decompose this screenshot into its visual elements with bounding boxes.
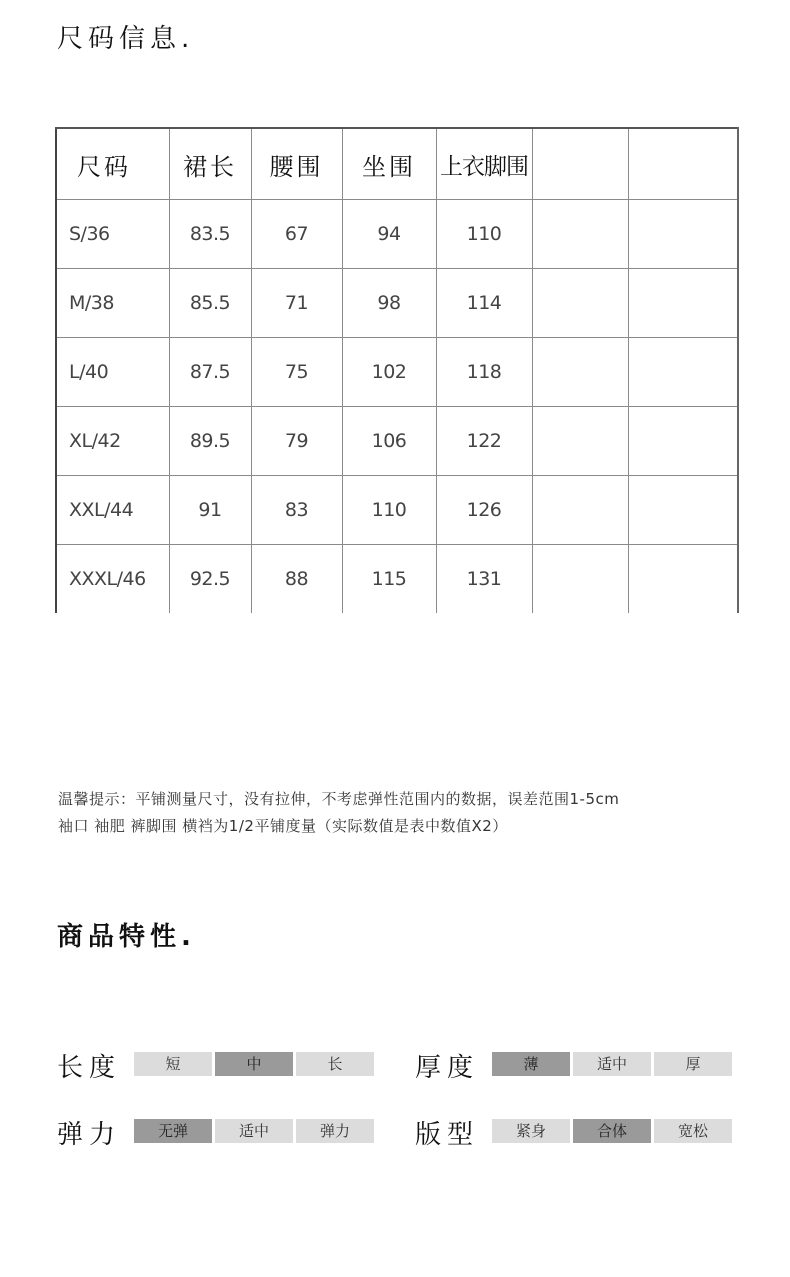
table-row	[56, 476, 738, 545]
feature-option: 厚	[654, 1052, 732, 1076]
cell-waist: 83	[251, 476, 342, 545]
cell-empty	[628, 407, 738, 476]
cell-empty	[628, 476, 738, 545]
feature-option: 紧身	[492, 1119, 570, 1143]
feature-option: 无弹	[134, 1119, 212, 1143]
product-features-title: 商品特性.	[57, 922, 196, 952]
cell-skirt-length: 92.5	[169, 545, 251, 614]
cell-waist: 75	[251, 338, 342, 407]
feature-option: 弹力	[296, 1119, 374, 1143]
feature-option: 宽松	[654, 1119, 732, 1143]
cell-size: XL/42	[56, 407, 169, 476]
table-row	[56, 269, 738, 338]
cell-skirt-length: 83.5	[169, 200, 251, 269]
table-row	[56, 200, 738, 269]
feature-label: 弹力	[57, 1120, 122, 1150]
table-row	[56, 545, 738, 614]
measurement-note-line-2: 袖口 袖肥 裤脚围 横裆为1/2平铺度量（实际数值是表中数值X2）	[58, 817, 508, 835]
cell-top-hem: 118	[436, 338, 532, 407]
feature-option: 适中	[573, 1052, 651, 1076]
cell-empty	[532, 338, 628, 407]
header-skirt-length: 裙长	[169, 128, 251, 200]
cell-empty	[532, 545, 628, 614]
cell-top-hem: 131	[436, 545, 532, 614]
measurement-note-line-1: 温馨提示：平铺测量尺寸，没有拉伸，不考虑弹性范围内的数据，误差范围1-5cm	[58, 790, 620, 808]
cell-empty	[532, 200, 628, 269]
cell-empty	[532, 476, 628, 545]
cell-waist: 79	[251, 407, 342, 476]
cell-empty	[628, 545, 738, 614]
feature-option: 合体	[573, 1119, 651, 1143]
cell-empty	[628, 269, 738, 338]
table-header-row	[56, 128, 738, 200]
feature-option: 长	[296, 1052, 374, 1076]
cell-hip: 98	[342, 269, 436, 338]
cell-top-hem: 122	[436, 407, 532, 476]
cell-hip: 115	[342, 545, 436, 614]
header-size: 尺码	[56, 128, 169, 200]
cell-top-hem: 114	[436, 269, 532, 338]
cell-skirt-length: 87.5	[169, 338, 251, 407]
cell-empty	[628, 200, 738, 269]
table-row	[56, 338, 738, 407]
cell-skirt-length: 89.5	[169, 407, 251, 476]
feature-option: 短	[134, 1052, 212, 1076]
header-top-hem: 上衣脚围	[436, 128, 532, 200]
feature-label: 厚度	[415, 1053, 480, 1083]
size-table	[55, 127, 739, 613]
cell-top-hem: 110	[436, 200, 532, 269]
header-empty-1	[532, 128, 628, 200]
feature-option: 适中	[215, 1119, 293, 1143]
feature-option: 中	[215, 1052, 293, 1076]
cell-size: M/38	[56, 269, 169, 338]
header-empty-2	[628, 128, 738, 200]
cell-hip: 102	[342, 338, 436, 407]
cell-waist: 88	[251, 545, 342, 614]
table-row	[56, 407, 738, 476]
cell-hip: 110	[342, 476, 436, 545]
cell-size: S/36	[56, 200, 169, 269]
feature-label: 长度	[57, 1053, 122, 1083]
cell-size: L/40	[56, 338, 169, 407]
cell-size: XXL/44	[56, 476, 169, 545]
cell-empty	[532, 269, 628, 338]
cell-waist: 67	[251, 200, 342, 269]
header-waist: 腰围	[251, 128, 342, 200]
cell-hip: 106	[342, 407, 436, 476]
cell-skirt-length: 85.5	[169, 269, 251, 338]
cell-skirt-length: 91	[169, 476, 251, 545]
cell-empty	[532, 407, 628, 476]
feature-label: 版型	[415, 1120, 480, 1150]
cell-waist: 71	[251, 269, 342, 338]
cell-top-hem: 126	[436, 476, 532, 545]
cell-hip: 94	[342, 200, 436, 269]
feature-option: 薄	[492, 1052, 570, 1076]
cell-empty	[628, 338, 738, 407]
cell-size: XXXL/46	[56, 545, 169, 614]
header-hip: 坐围	[342, 128, 436, 200]
size-info-title: 尺码信息.	[57, 24, 195, 54]
